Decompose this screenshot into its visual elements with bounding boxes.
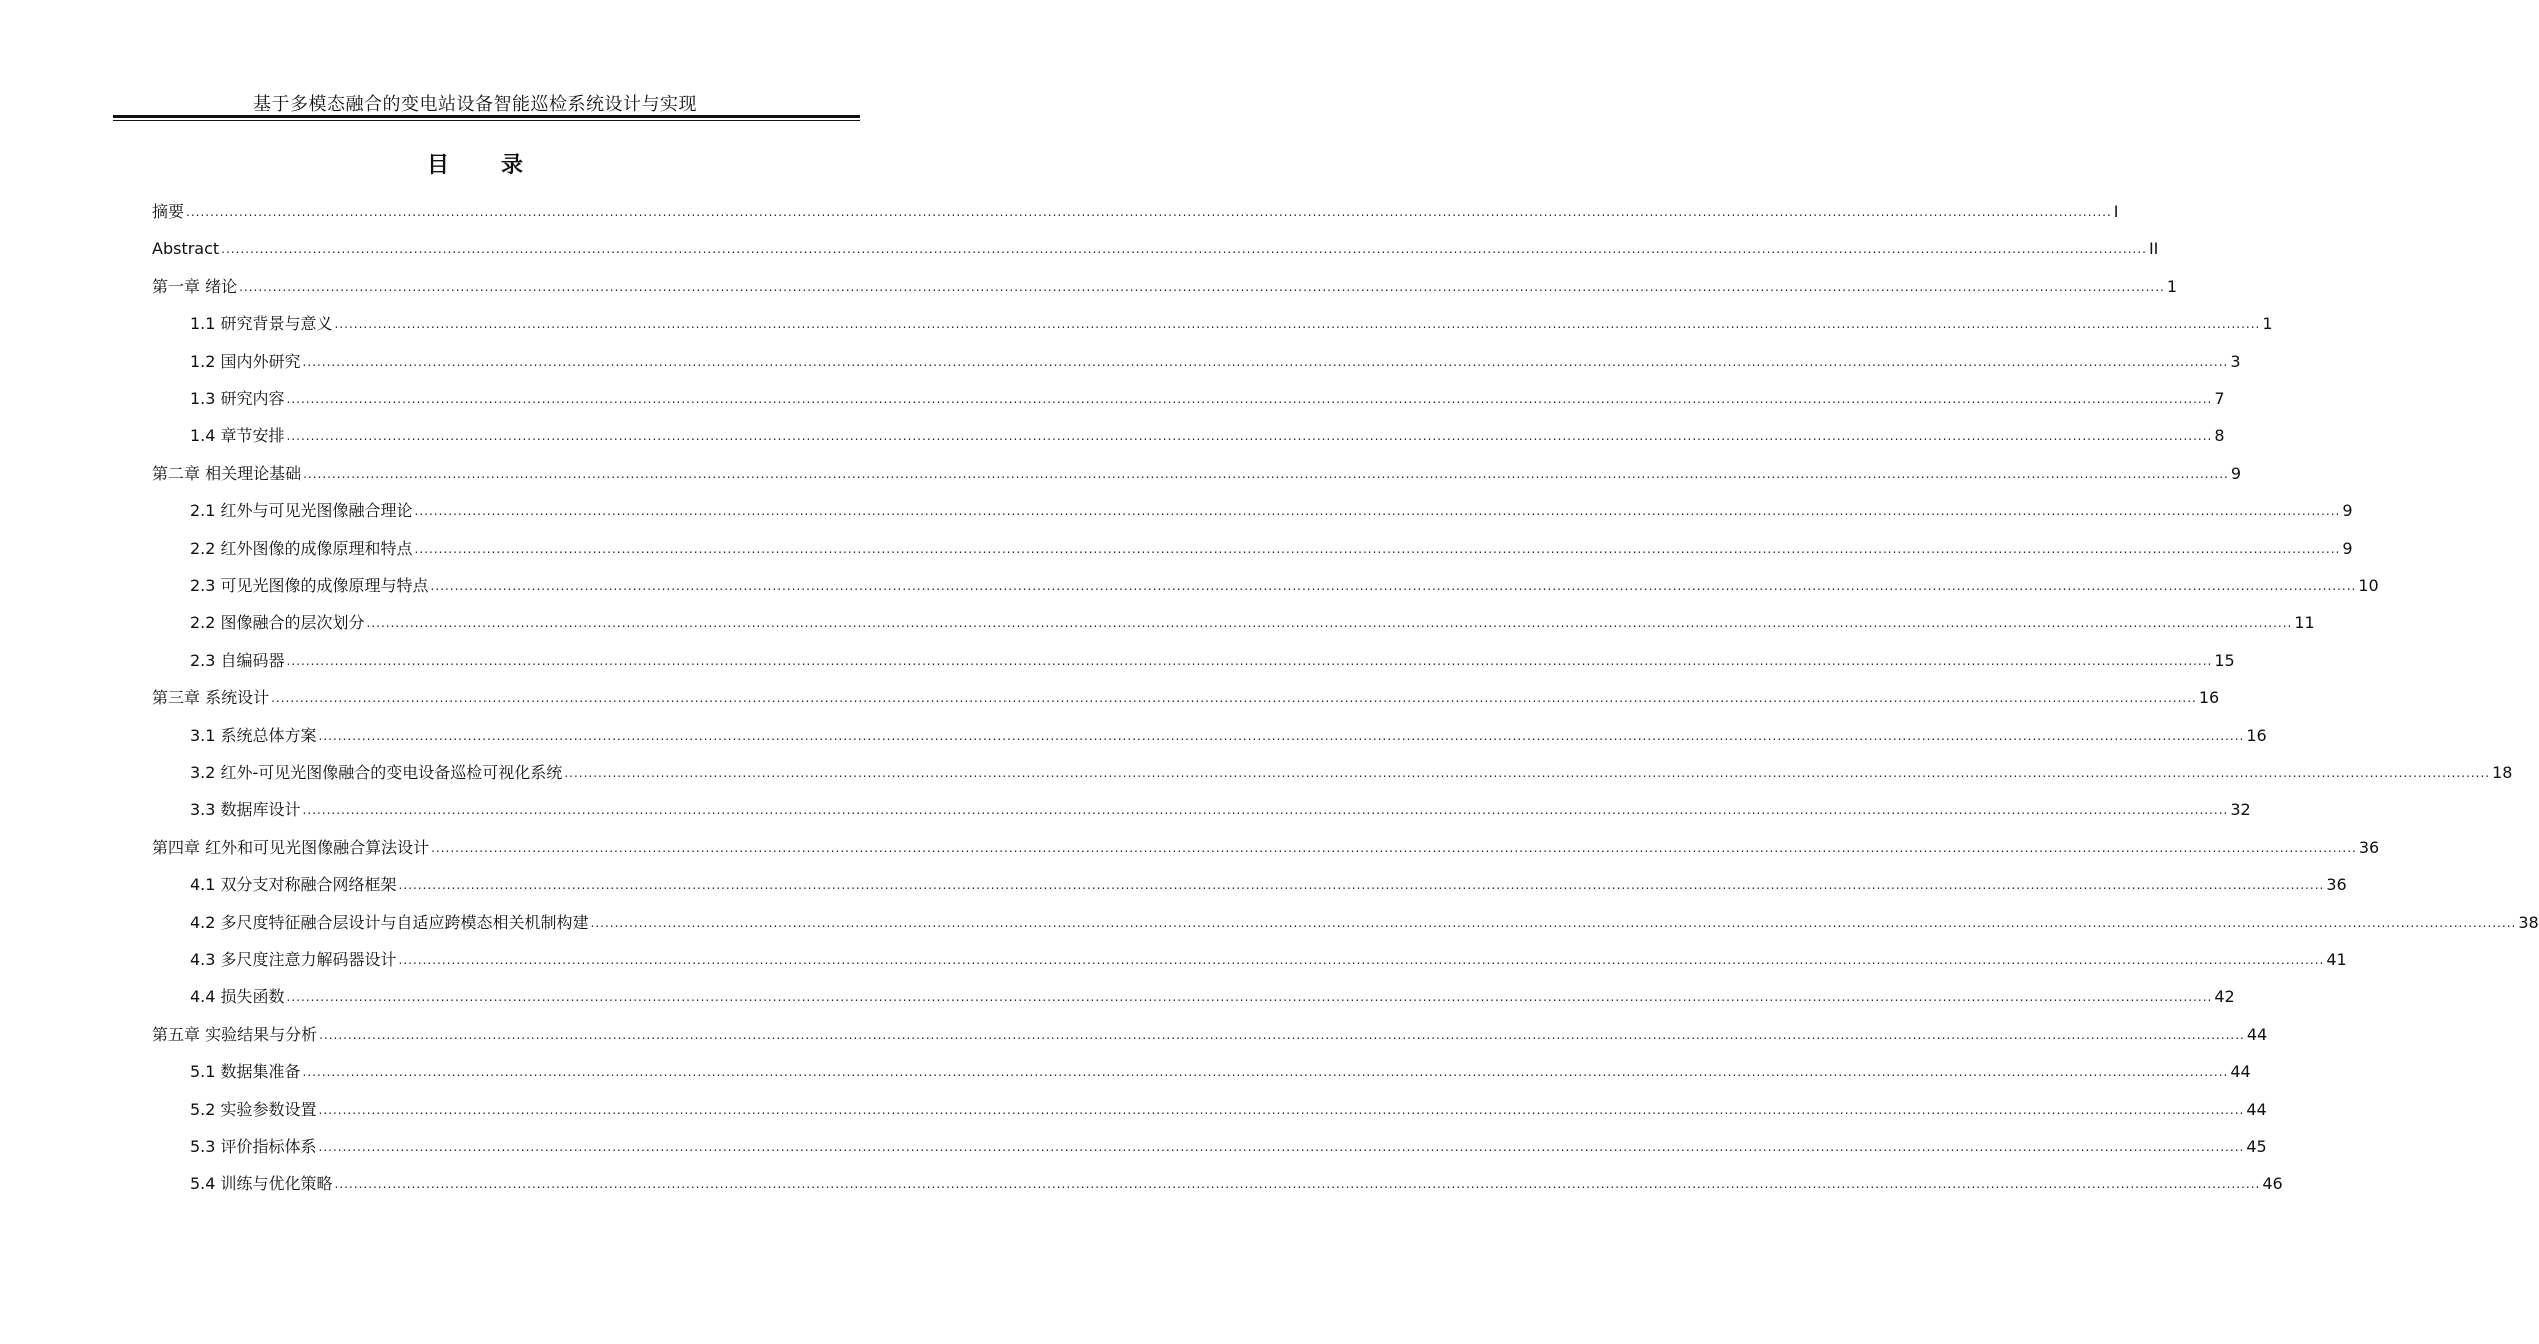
toc-dot-leader: ................................................................................................................................................................................................................................................................................................................................................................................................................ [303, 466, 2229, 481]
toc-dot-leader: ................................................................................................................................................................................................................................................................................................................................................................................................................ [286, 653, 2213, 668]
toc-dot-leader: ................................................................................................................................................................................................................................................................................................................................................................................................................ [286, 429, 2213, 444]
toc-entry-page-number: 1 [2262, 314, 2273, 334]
toc-chapter-entry[interactable] [152, 186, 2119, 222]
toc-dot-leader: ................................................................................................................................................................................................................................................................................................................................................................................................................ [319, 1027, 2245, 1042]
toc-dot-leader: ................................................................................................................................................................................................................................................................................................................................................................................................................ [398, 878, 2325, 893]
toc-entry-label: 4.2 多尺度特征融合层设计与自适应跨模态相关机制构建 [190, 912, 589, 932]
toc-entry-label: 5.3 评价指标体系 [190, 1137, 317, 1156]
toc-entry-page-number: 15 [2214, 650, 2235, 670]
toc-entry-page-number: 10 [2358, 576, 2379, 595]
header-rule-thin [113, 120, 860, 121]
toc-section-entry[interactable] [190, 1121, 2267, 1157]
running-header: 基于多模态融合的变电站设备智能巡检系统设计与实现 [253, 94, 697, 115]
toc-entry-label: 第一章 绪论 [152, 276, 238, 296]
toc-entry-label: 5.2 实验参数设置 [190, 1099, 317, 1119]
toc-dot-leader: ................................................................................................................................................................................................................................................................................................................................................................................................................ [564, 766, 2491, 780]
toc-entry-label: 2.2 图像融合的层次划分 [190, 613, 365, 633]
toc-entry-label: 3.2 红外-可见光图像融合的变电设备巡检可视化系统 [190, 763, 563, 782]
toc-entry-page-number: 3 [2230, 351, 2241, 371]
toc-entry-label: 第二章 相关理论基础 [152, 463, 302, 483]
toc-dot-leader: ................................................................................................................................................................................................................................................................................................................................................................................................................ [286, 990, 2213, 1005]
toc-section-entry[interactable] [190, 485, 2353, 521]
toc-section-entry[interactable] [190, 298, 2273, 334]
toc-entry-label: 1.1 研究背景与意义 [190, 314, 333, 334]
toc-dot-leader: ................................................................................................................................................................................................................................................................................................................................................................................................................ [286, 392, 2213, 406]
toc-dot-leader: ................................................................................................................................................................................................................................................................................................................................................................................................................ [431, 840, 2357, 855]
toc-entry-page-number: 36 [2358, 837, 2380, 857]
toc-section-entry[interactable] [190, 1046, 2251, 1082]
toc-entry-label: 2.3 自编码器 [190, 650, 285, 670]
toc-section-entry[interactable] [190, 597, 2315, 633]
toc-section-entry[interactable] [190, 373, 2225, 409]
toc-entry-page-number: 16 [2198, 688, 2220, 708]
toc-dot-leader: ................................................................................................................................................................................................................................................................................................................................................................................................................ [302, 803, 2229, 818]
toc-section-entry[interactable] [190, 747, 2513, 783]
toc-chapter-entry[interactable] [152, 448, 2242, 484]
toc-title: 目录 [426, 152, 575, 178]
toc-entry-page-number: 42 [2214, 987, 2235, 1007]
toc-dot-leader: ................................................................................................................................................................................................................................................................................................................................................................................................................ [271, 691, 2197, 706]
toc-entry-page-number: 9 [2342, 538, 2353, 558]
toc-entry-page-number: 44 [2246, 1024, 2268, 1044]
toc-dot-leader: ................................................................................................................................................................................................................................................................................................................................................................................................................ [302, 1065, 2229, 1080]
toc-entry-page-number: 38 [2518, 912, 2539, 932]
toc-entry-page-number: 32 [2230, 800, 2251, 820]
toc-chapter-entry[interactable] [152, 1009, 2268, 1045]
toc-entry-label: 2.1 红外与可见光图像融合理论 [190, 501, 413, 521]
toc-dot-leader: ................................................................................................................................................................................................................................................................................................................................................................................................................ [302, 354, 2229, 369]
toc-entry-page-number: 36 [2326, 875, 2347, 895]
toc-section-entry[interactable] [190, 336, 2241, 372]
toc-section-entry[interactable] [190, 1084, 2267, 1120]
toc-entry-page-number: 18 [2492, 763, 2513, 782]
toc-section-entry[interactable] [190, 859, 2347, 895]
toc-dot-leader: ................................................................................................................................................................................................................................................................................................................................................................................................................ [318, 1140, 2245, 1154]
toc-entry-label: 摘要 [152, 202, 185, 221]
toc-section-entry[interactable] [190, 971, 2235, 1007]
toc-entry-page-number: 44 [2230, 1062, 2251, 1082]
toc-dot-leader: ................................................................................................................................................................................................................................................................................................................................................................................................................ [318, 728, 2245, 743]
toc-section-entry[interactable] [190, 410, 2225, 446]
toc-entry-label: 5.1 数据集准备 [190, 1062, 301, 1082]
toc-dot-leader: ................................................................................................................................................................................................................................................................................................................................................................................................................ [334, 317, 2261, 332]
toc-dot-leader: ................................................................................................................................................................................................................................................................................................................................................................................................................ [221, 242, 2147, 257]
toc-entry-label: 3.3 数据库设计 [190, 800, 301, 820]
toc-entry-page-number: 11 [2294, 613, 2315, 633]
toc-section-entry[interactable] [190, 560, 2379, 596]
toc-section-entry[interactable] [190, 523, 2353, 559]
toc-section-entry[interactable] [190, 784, 2251, 820]
toc-dot-leader: ................................................................................................................................................................................................................................................................................................................................................................................................................ [318, 1102, 2245, 1117]
toc-chapter-entry[interactable] [152, 822, 2380, 858]
toc-entry-page-number: 8 [2214, 426, 2225, 446]
toc-section-entry[interactable] [190, 710, 2267, 746]
toc-dot-leader: ................................................................................................................................................................................................................................................................................................................................................................................................................ [366, 616, 2293, 631]
toc-dot-leader: ................................................................................................................................................................................................................................................................................................................................................................................................................ [430, 579, 2357, 593]
toc-entry-label: 4.4 损失函数 [190, 987, 285, 1007]
toc-entry-page-number: 45 [2246, 1137, 2267, 1156]
toc-entry-label: Abstract [152, 239, 220, 259]
toc-entry-label: 第三章 系统设计 [152, 688, 270, 708]
toc-entry-label: 1.4 章节安排 [190, 426, 285, 446]
toc-entry-page-number: II [2148, 239, 2159, 259]
toc-entry-label: 3.1 系统总体方案 [190, 725, 317, 745]
toc-entry-label: 1.3 研究内容 [190, 389, 285, 408]
toc-entry-page-number: 16 [2246, 725, 2267, 745]
toc-chapter-entry[interactable] [152, 223, 2159, 259]
toc-entry-page-number: 1 [2166, 276, 2178, 296]
toc-dot-leader: ................................................................................................................................................................................................................................................................................................................................................................................................................ [414, 541, 2341, 556]
toc-entry-label: 4.1 双分支对称融合网络框架 [190, 875, 397, 895]
toc-chapter-entry[interactable] [152, 672, 2220, 708]
header-rule-thick [113, 115, 860, 118]
toc-section-entry[interactable] [190, 635, 2235, 671]
toc-dot-leader: ................................................................................................................................................................................................................................................................................................................................................................................................................ [334, 1177, 2261, 1192]
toc-entry-label: 2.2 红外图像的成像原理和特点 [190, 538, 413, 558]
toc-dot-leader: ................................................................................................................................................................................................................................................................................................................................................................................................................ [590, 915, 2517, 930]
toc-dot-leader: ................................................................................................................................................................................................................................................................................................................................................................................................................ [186, 205, 2112, 219]
toc-entry-page-number: 46 [2262, 1174, 2283, 1194]
toc-entry-label: 2.3 可见光图像的成像原理与特点 [190, 576, 429, 595]
toc-entry-label: 5.4 训练与优化策略 [190, 1174, 333, 1194]
toc-section-entry[interactable] [190, 1158, 2283, 1194]
toc-chapter-entry[interactable] [152, 261, 2178, 297]
toc-dot-leader: ................................................................................................................................................................................................................................................................................................................................................................................................................ [239, 279, 2165, 294]
toc-entry-page-number: 9 [2342, 501, 2353, 521]
toc-section-entry[interactable] [190, 897, 2539, 933]
toc-dot-leader: ................................................................................................................................................................................................................................................................................................................................................................................................................ [414, 504, 2341, 519]
toc-dot-leader: ................................................................................................................................................................................................................................................................................................................................................................................................................ [398, 953, 2325, 967]
toc-entry-page-number: 7 [2214, 389, 2225, 408]
toc-entry-label: 1.2 国内外研究 [190, 351, 301, 371]
toc-entry-label: 第四章 红外和可见光图像融合算法设计 [152, 837, 430, 857]
toc-entry-label: 第五章 实验结果与分析 [152, 1024, 318, 1044]
toc-entry-page-number: 9 [2230, 463, 2242, 483]
toc-section-entry[interactable] [190, 934, 2347, 970]
toc-entry-page-number: 44 [2246, 1099, 2267, 1119]
toc-entry-page-number: I [2113, 202, 2119, 221]
toc-entry-page-number: 41 [2326, 950, 2347, 969]
toc-entry-label: 4.3 多尺度注意力解码器设计 [190, 950, 397, 969]
